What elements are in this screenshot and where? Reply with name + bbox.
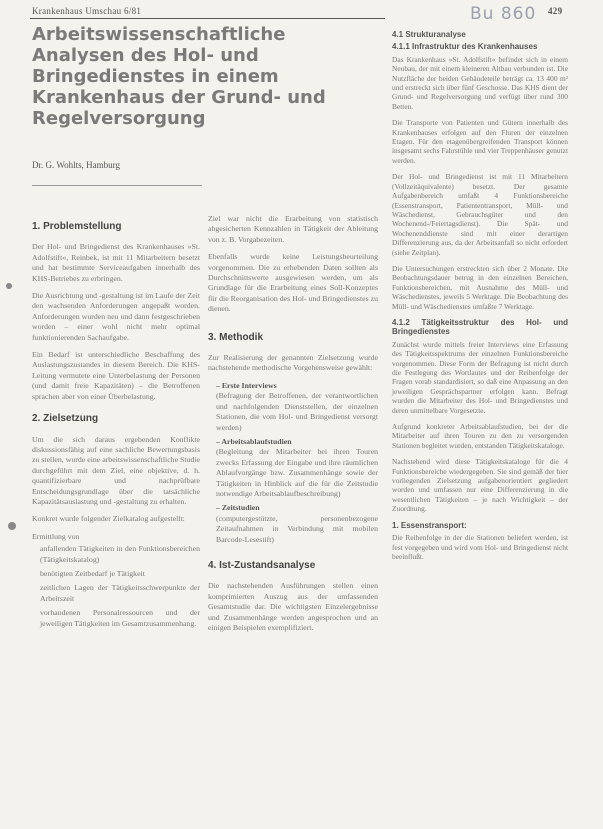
paragraph: Die Untersuchungen erstreckten sich über 2 Monate. Die Beobachtungsdauer betrug in den einzelnen Bereichen, Funktionsbereichen, mit Ausnahme des Müll- und Wäschedienstes, jeweils 5 Werktage. Die Beobachtung des Müll- und Wäschedienstes umfaßte 7 Werktage. <box>392 263 568 311</box>
article-title: Arbeitswissenschaftliche Analysen des Hol- und Bringedienstes in einem Krankenhaus der Grund- und Regelversorgung <box>32 24 326 129</box>
punch-hole-mark <box>6 283 12 289</box>
subsection-heading: 4.1.2 Tätigkeitsstruktur des Hol- und Bringedienstes <box>392 317 568 337</box>
paragraph: Die Reihenfolge in der die Stationen beliefert werden, ist fest vorgegeben und wird vom Hol- und Bringedienst nicht beeinflußt. <box>392 533 568 561</box>
section-2-heading: 2. Zielsetzung <box>32 413 99 425</box>
paragraph: Um die sich daraus ergebenden Konflikte diskussionsfähig auf eine sachliche Bewertungsbasis zu stellen, wurde eine arbeitswissenschaftliche Studie durchgeführt mit dem Ziel, eine objektive, d. h. quantifizierbare und nachprüfbare Entscheidungsgrundlage über die tatsächliche Kapazitätsauslastung und -gestaltung zu erhalten. <box>32 434 200 506</box>
paragraph: Die nachstehenden Ausführungen stellen einen komprimierten Auszug aus der umfassenden Gesamtstudie dar. Die wichtigsten Einzelergebnisse und Zusammenhänge werden angesprochen und an einigen Beispielen exemplifiziert. <box>208 581 378 632</box>
list-item <box>208 437 378 499</box>
paragraph: Ein Bedarf ist unterschiedliche Beschaffung des Auslastungszustandes in diesem Bereich. Die KHS-Leitung vermutete eine Unterbelastung der Personen (und damit freie Kapazitäten) – die Betroffenen sprachen aber von einer Überbelastung. <box>32 350 200 401</box>
list-item <box>208 381 378 433</box>
handwritten-stamp: Bu 860 <box>470 4 537 24</box>
journal-header: Krankenhaus Umschau 6/81 <box>32 6 142 16</box>
subsection-heading: 1. Essenstransport: <box>392 520 467 530</box>
subsection-heading: 4.1 Strukturanalyse <box>392 30 466 39</box>
list-item: anfallenden Tätigkeiten in den Funktionsbereichen (Tätigkeitskatalog) <box>40 544 200 564</box>
list-item-text: (computergestützte, personenbezogene Zeitaufnahmen in Verbindung mit mobilen Barcode-Lesestift) <box>216 513 378 544</box>
section-1-heading: 1. Problemstellung <box>32 221 122 232</box>
paragraph: Der Hol- und Bringedienst des Krankenhauses »St. Adolfstift«, Reinbek, ist mit 11 Mitarbeitern besetzt und hat bestimmte Serviceaufgaben innerhalb des KHS-Betriebes zu erbringen. <box>32 242 200 283</box>
column-3 <box>392 30 568 568</box>
column-2 <box>208 214 378 640</box>
paragraph: Die Transporte von Patienten und Gütern innerhalb des Krankenhauses erfolgen auf den Fluren der einzelnen Etagen. Für den etagenübergreifenden Transport können insgesamt sechs Fahrstühle und vier Treppenhäuser genutzt werden. <box>392 118 568 165</box>
paragraph: Ebenfalls wurde keine Leistungsbeurteilung vorgenommen. Die zu erhebenden Daten sollten als Durchschnittswerte ausgewiesen werden, um als Grundlage für die Erarbeitung eines Soll-Konzeptes für die Reorganisation des Hol- und Bringedienstes zu dienen. <box>208 252 378 314</box>
paragraph: Nachstehend wird diese Tätigkeitskataloge für die 4 Funktionsbereiche wiedergegeben. Sie sind gemäß der hier vorliegenden Zielsetzung aufgabenorientiert gegliedert worden und umfassen nur eine Differenzierung in die wesentlichen Tätigkeiten – je nach Wichtigkeit – der Zuordnung. <box>392 457 568 514</box>
paragraph: Die Ausrichtung und -gestaltung ist im Laufe der Zeit den wachsenden Anforderungen angepaßt worden. Anforderungen wurden neu und dann festgeschrieben worden – einer wohl nicht mehr optimal funktionierenden Sachaufgabe. <box>32 291 200 342</box>
list-item: benötigten Zeitbedarf je Tätigkeit <box>40 568 145 578</box>
header-rule <box>30 18 385 19</box>
list-item-label: – Arbeitsablaufstudien <box>216 436 292 446</box>
paragraph: Der Hol- und Bringedienst ist mit 11 Mitarbeitern (Vollzeitäquivalente) besetzt. Der gesamte Aufgabenbereich umfaßt 4 Funktionsbereiche (Essenstransport, Patiententransport, Müll- und Wäschedienst, Gebrauchsgüter und den Wochenend-/Feiertagsdienst). Die Spät- und Wochenenddienste sind mit einer derartigen Differenzierung aus, da der Arbeitsanfall so nicht erfordert (siehe Zeitplan). <box>392 172 568 257</box>
punch-hole-mark <box>8 522 16 530</box>
paragraph: Zur Realisierung der genannten Zielsetzung wurde nachstehende methodische Vorgehensweise gewählt: <box>208 353 378 373</box>
list-item: vorhandenen Personalressourcen und der jeweiligen Tätigkeiten im Gesamtzusammenhang. <box>40 608 200 628</box>
list-item: zeitlichen Lagen der Tätigkeitsschwerpunkte der Arbeitszeit <box>40 583 200 603</box>
paragraph: Aufgrund konkreter Arbeitsablaufstudien, bei der die Mitarbeiter auf ihren Touren zu den zu versorgenden Stationen begleitet wurden, entstanden Tätigkeitskataloge. <box>392 422 568 450</box>
subsection-heading: 4.1.1 Infrastruktur des Krankenhauses <box>392 42 538 52</box>
list-item <box>208 503 378 545</box>
list-item-label: – Erste Interviews <box>216 380 277 390</box>
paragraph: Ziel war nicht die Erarbeitung von statistisch abgesicherten Kennzahlen in Tätigkeit der Ableitung von z. B. Vorgabezeiten. <box>208 214 378 244</box>
paragraph: Ermittlung von <box>32 531 80 541</box>
section-4-heading: 4. Ist-Zustandsanalyse <box>208 559 316 571</box>
page-number: 429 <box>548 6 563 16</box>
column-1 <box>32 222 200 633</box>
section-3-heading: 3. Methodik <box>208 331 264 343</box>
paragraph: Zunächst wurde mittels freier Interviews eine Erfassung des Tätigkeitsspektrums der einzelnen Funktionsbereiche vorgenommen. Diese Form der Befragung ist nicht durch die Festlegung des Wortlautes und der Reihenfolge der Fragen vorab standardisiert, so daß eine Anpassung an den jeweiligen Gesprächspartner erfolgen kann. Befragt wurden die Mitarbeiter des Hol- und Bringedienstes und deren unmittelbare Vorgesetzte. <box>392 339 568 415</box>
list-item-label: – Zeitstudien <box>216 503 260 513</box>
article-author: Dr. G. Wohlts, Hamburg <box>32 160 120 170</box>
list-item-text: (Begleitung der Mitarbeiter bei ihren Touren zwecks Erfassung der Eingabe und ihre räumlichen Ablaufvorgänge bzw. Zusammenhänge sowie der Tätigkeiten in Hinblick auf die für die Zeitstudie notwendige Arbeitsablaufbeschreibung) <box>216 447 378 498</box>
separator-rule <box>32 185 202 186</box>
paragraph: Das Krankenhaus »St. Adolfstift« befindet sich in einem Neubau, der mit einem kleineren Altbau verbunden ist. Die Nutzfläche der beiden Gebäudeteile beträgt ca. 13 400 m² und erstreckt sich über fünf Geschosse. Das KHS dient der Grund- und Regelversorgung und verfügt über rund 300 Betten. <box>392 54 568 111</box>
list-item-text: (Befragung der Betroffenen, der verantwortlichen und nachfolgenden Dienststellen, der einzelnen Stationen, die vom Hol- und Bringedienst versorgt werden) <box>216 391 378 432</box>
paragraph: Konkret wurde folgender Zielkatalog aufgestellt: <box>32 514 185 524</box>
